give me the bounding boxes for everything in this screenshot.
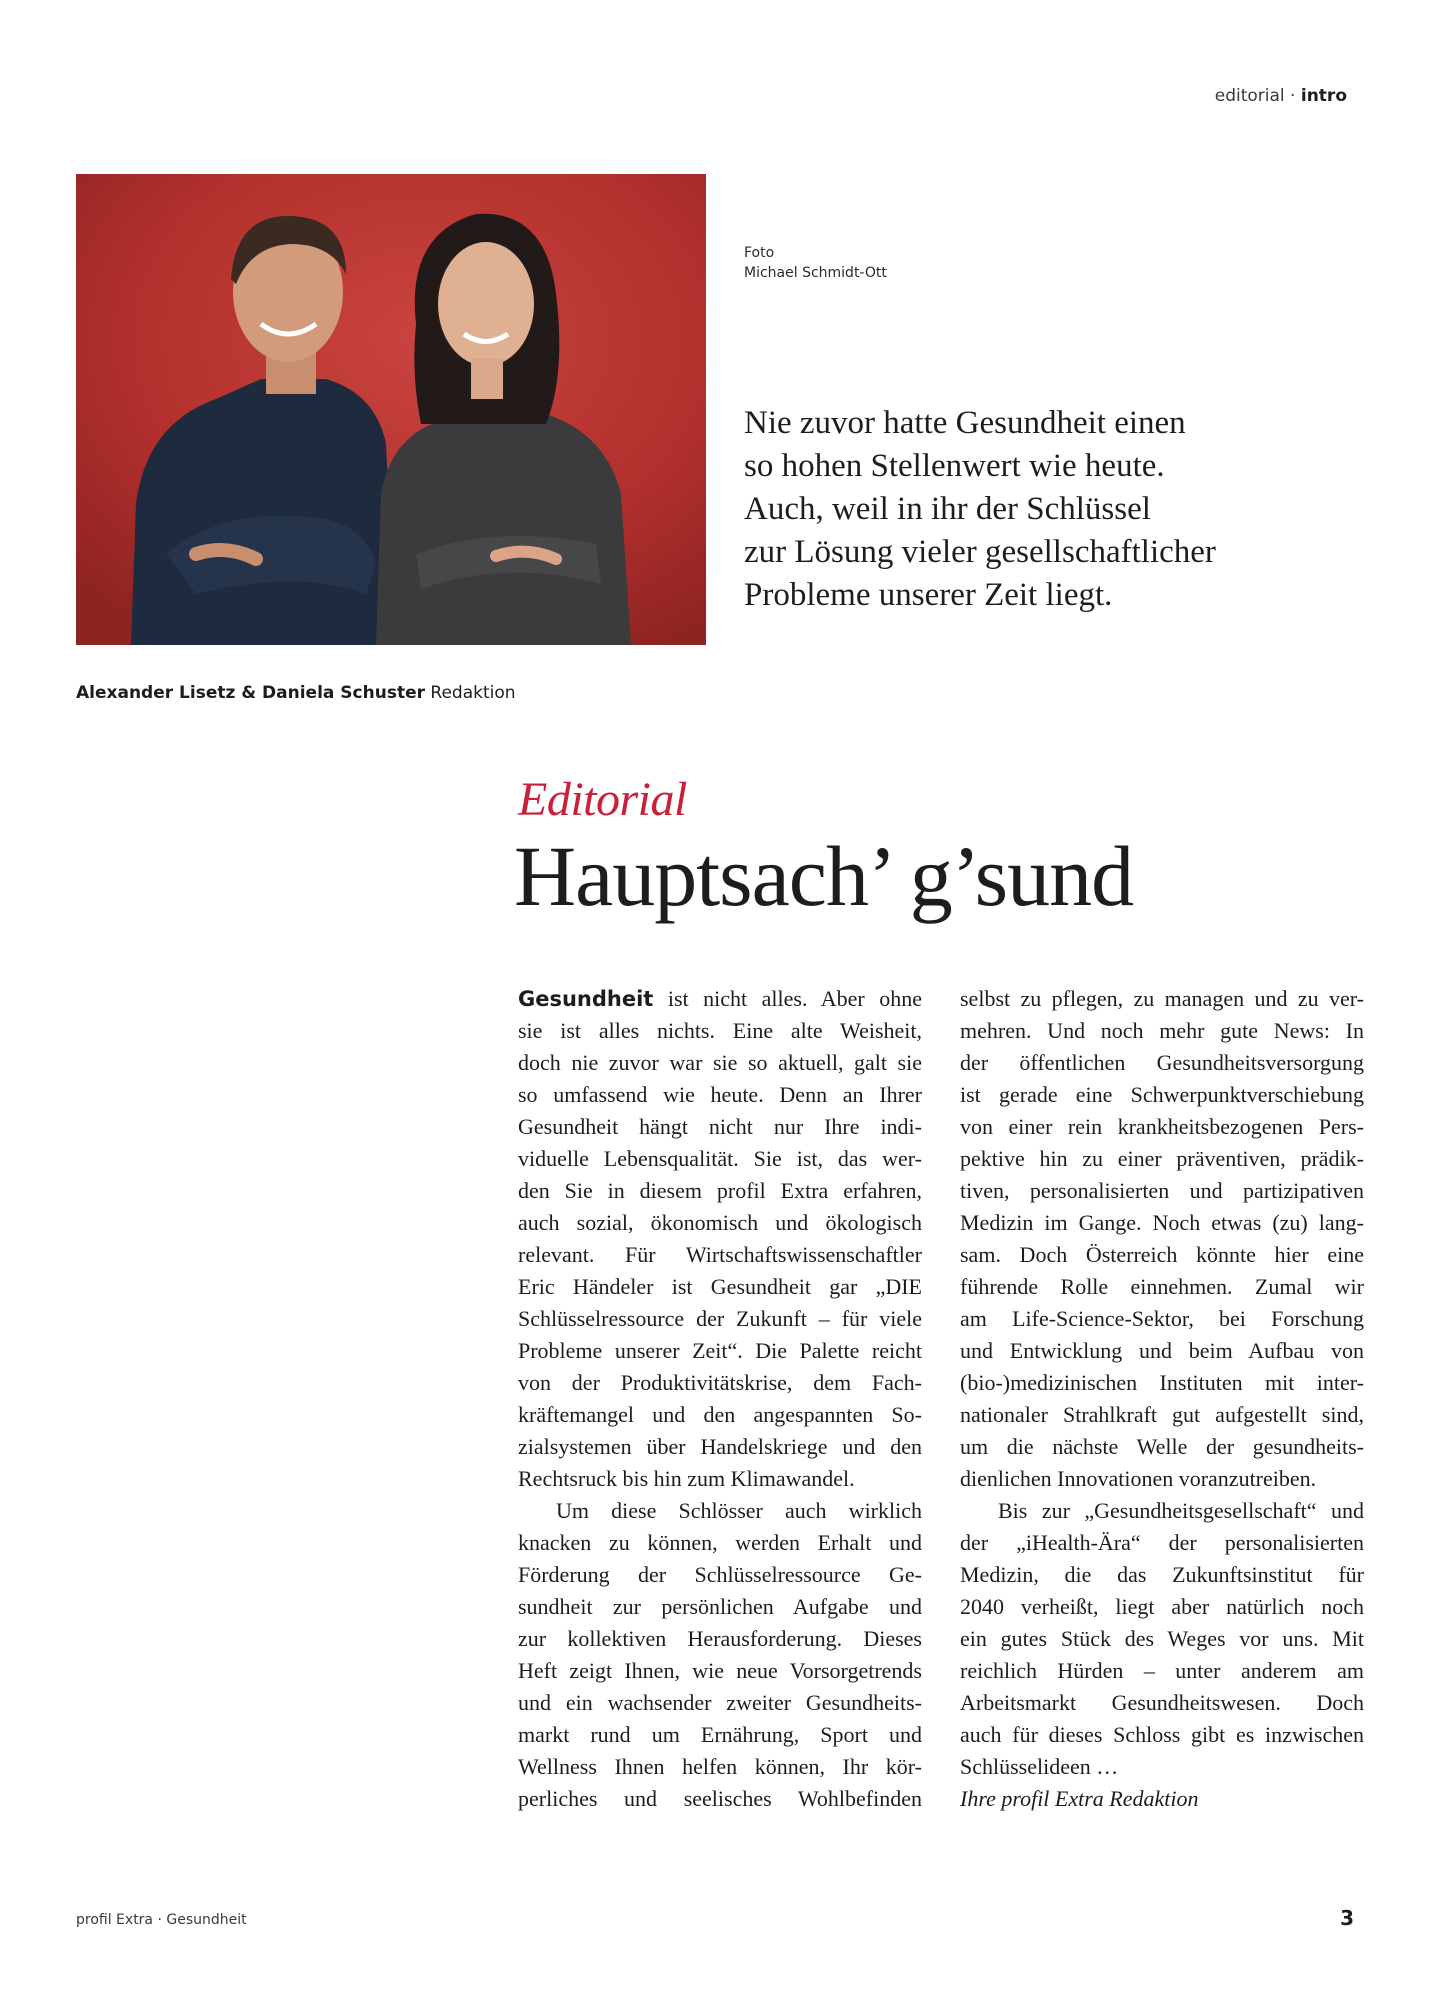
editors-photo bbox=[76, 174, 706, 645]
caption-role: Redaktion bbox=[425, 683, 516, 703]
photo-caption bbox=[76, 683, 516, 703]
body-line: Probleme unserer Zeit“. Die Palette reicht bbox=[518, 1338, 922, 1363]
body-line: der öffentlichen Gesundheitsversorgung bbox=[960, 1050, 1364, 1075]
body-line: zur kollektiven Herausforderung. Dieses bbox=[518, 1626, 922, 1651]
footer-publication: profil Extra · Gesundheit bbox=[76, 1912, 247, 1928]
body-line: Um diese Schlösser auch wirklich bbox=[556, 1498, 922, 1523]
body-line: Schlüsselressource der Zukunft – für viele bbox=[518, 1306, 922, 1331]
section-separator: · bbox=[1284, 86, 1301, 106]
caption-names: Alexander Lisetz & Daniela Schuster bbox=[76, 683, 425, 703]
body-line: zialsystemen über Handelskriege und den bbox=[518, 1434, 922, 1459]
pull-quote-line: Probleme unserer Zeit liegt. bbox=[744, 577, 1113, 613]
body-line: Heft zeigt Ihnen, wie neue Vorsorgetrends bbox=[518, 1658, 922, 1683]
section-label: editorial bbox=[1214, 86, 1285, 106]
body-line: auch sozial, ökonomisch und ökologisch bbox=[518, 1210, 922, 1235]
editors-photo-illustration bbox=[76, 174, 706, 645]
body-line: den Sie in diesem profil Extra erfahren, bbox=[518, 1178, 922, 1203]
body-line: ein gutes Stück des Weges vor uns. Mit bbox=[960, 1626, 1364, 1651]
article-signature: Ihre profil Extra Redaktion bbox=[960, 1786, 1199, 1811]
body-line: 2040 verheißt, liegt aber natürlich noch bbox=[960, 1594, 1364, 1619]
body-line: markt rund um Ernährung, Sport und bbox=[518, 1722, 922, 1747]
section-tag bbox=[1215, 86, 1347, 106]
body-line: Eric Händeler ist Gesundheit gar „DIE bbox=[518, 1274, 922, 1299]
lead-word: Gesundheit bbox=[518, 987, 654, 1011]
body-line: führende Rolle einnehmen. Zumal wir bbox=[960, 1274, 1364, 1299]
body-line: von der Produktivitätskrise, dem Fach- bbox=[518, 1370, 922, 1395]
body-line: pektive hin zu einer präventiven, prädik- bbox=[960, 1146, 1364, 1171]
photo-credit-label: Foto bbox=[744, 245, 775, 261]
pull-quote bbox=[744, 402, 1264, 617]
body-line: selbst zu pflegen, zu managen und zu ver- bbox=[960, 986, 1364, 1011]
body-line: dienlichen Innovationen voranzutreiben. bbox=[960, 1466, 1317, 1491]
body-line: nationaler Strahlkraft gut aufgestellt sind, bbox=[960, 1402, 1364, 1427]
body-line: der „iHealth-Ära“ der personalisierten bbox=[960, 1530, 1364, 1555]
body-line: auch für dieses Schloss gibt es inzwischen bbox=[960, 1722, 1364, 1747]
pull-quote-line: zur Lösung vieler gesellschaftlicher bbox=[744, 534, 1216, 570]
body-line: ist gerade eine Schwerpunktverschiebung bbox=[960, 1082, 1364, 1107]
article-column-left bbox=[518, 983, 922, 1815]
body-line: sie ist alles nichts. Eine alte Weisheit, bbox=[518, 1018, 922, 1043]
article-headline: Hauptsach’ g’sund bbox=[514, 828, 1134, 924]
subsection-label: intro bbox=[1300, 86, 1347, 106]
photo-credit bbox=[744, 243, 887, 283]
body-line: (bio-)medizinischen Instituten mit inter- bbox=[960, 1370, 1364, 1395]
body-line: Medizin im Gange. Noch etwas (zu) lang- bbox=[960, 1210, 1364, 1235]
body-line: um die nächste Welle der gesundheits- bbox=[960, 1434, 1364, 1459]
body-line: am Life-Science-Sektor, bei Forschung bbox=[960, 1306, 1364, 1331]
body-line: Arbeitsmarkt Gesundheitswesen. Doch bbox=[960, 1690, 1364, 1715]
photo-credit-name: Michael Schmidt-Ott bbox=[744, 265, 887, 281]
article-column-right bbox=[960, 983, 1364, 1815]
body-line: reichlich Hürden – unter anderem am bbox=[960, 1658, 1364, 1683]
body-line: Wellness Ihnen helfen können, Ihr kör- bbox=[518, 1754, 922, 1779]
body-line: von einer rein krankheitsbezogenen Pers- bbox=[960, 1114, 1364, 1139]
body-line: Bis zur „Gesundheitsgesellschaft“ und bbox=[998, 1498, 1364, 1523]
pull-quote-line: Nie zuvor hatte Gesundheit einen bbox=[744, 405, 1186, 441]
body-line: viduelle Lebensqualität. Sie ist, das wer- bbox=[518, 1146, 922, 1171]
body-line: Gesundheit hängt nicht nur Ihre indi- bbox=[518, 1114, 922, 1139]
body-line: und ein wachsender zweiter Gesundheits- bbox=[518, 1690, 922, 1715]
body-line: knacken zu können, werden Erhalt und bbox=[518, 1530, 922, 1555]
body-line: doch nie zuvor war sie so aktuell, galt sie bbox=[518, 1050, 922, 1075]
body-line: sam. Doch Österreich könnte hier eine bbox=[960, 1242, 1364, 1267]
pull-quote-line: so hohen Stellenwert wie heute. bbox=[744, 448, 1165, 484]
body-line: relevant. Für Wirtschaftswissenschaftler bbox=[518, 1242, 922, 1267]
body-line: sundheit zur persönlichen Aufgabe und bbox=[518, 1594, 922, 1619]
body-line: Rechtsruck bis hin zum Klimawandel. bbox=[518, 1466, 855, 1491]
article-kicker: Editorial bbox=[518, 773, 687, 826]
body-line: Medizin, die das Zukunftsinstitut für bbox=[960, 1562, 1364, 1587]
body-line: Schlüsselideen … bbox=[960, 1754, 1119, 1779]
pull-quote-line: Auch, weil in ihr der Schlüssel bbox=[744, 491, 1151, 527]
body-line: so umfassend wie heute. Denn an Ihrer bbox=[518, 1082, 922, 1107]
body-line: Gesundheit ist nicht alles. Aber ohne bbox=[518, 986, 922, 1011]
body-line: kräftemangel und den angespannten So- bbox=[518, 1402, 922, 1427]
body-line: mehren. Und noch mehr gute News: In bbox=[960, 1018, 1364, 1043]
body-line: Förderung der Schlüsselressource Ge- bbox=[518, 1562, 922, 1587]
body-line: tiven, personalisierten und partizipativen bbox=[960, 1178, 1364, 1203]
page-number: 3 bbox=[1340, 1906, 1354, 1930]
body-line: perliches und seelisches Wohlbefinden bbox=[518, 1786, 922, 1811]
body-line: und Entwicklung und beim Aufbau von bbox=[960, 1338, 1364, 1363]
